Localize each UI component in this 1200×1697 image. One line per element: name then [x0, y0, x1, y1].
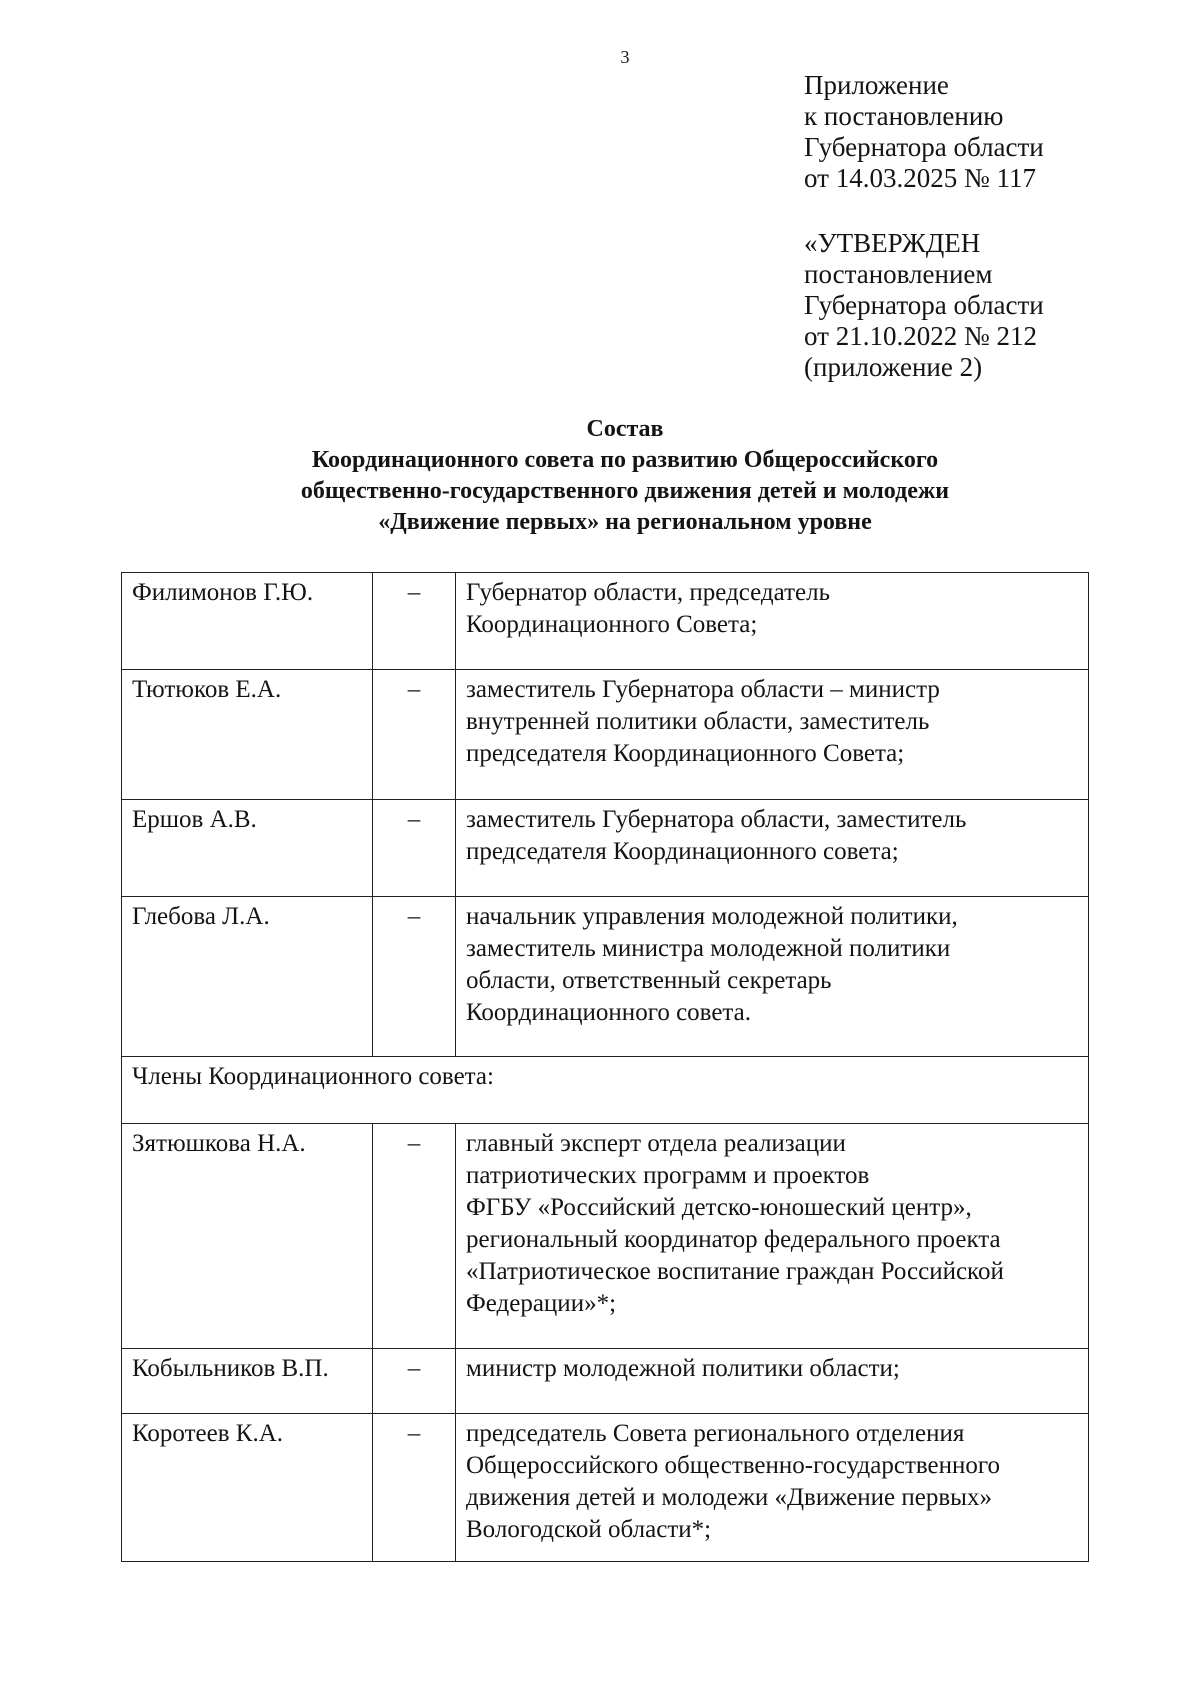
- dash-separator: –: [373, 1124, 456, 1349]
- annex-line: к постановлению: [804, 101, 1004, 131]
- dash-separator: –: [373, 897, 456, 1057]
- position-line: ФГБУ «Российский детско-юношеский центр»,: [466, 1194, 972, 1221]
- member-position: [456, 800, 1089, 897]
- position-line: председателя Координационного совета;: [466, 838, 899, 865]
- composition-table: [121, 572, 1089, 1562]
- table-row: [122, 573, 1089, 670]
- position-line: Губернатор области, председатель: [466, 579, 831, 606]
- member-name: Кобыльников В.П.: [122, 1349, 373, 1414]
- position-line: заместитель министра молодежной политики: [466, 935, 951, 962]
- position-line: Федерации»*;: [466, 1290, 617, 1317]
- member-name: Филимонов Г.Ю.: [122, 573, 373, 670]
- position-line: Координационного совета.: [466, 999, 751, 1026]
- member-position: [456, 1349, 1089, 1414]
- table-row: [122, 1349, 1089, 1414]
- annex-header: [804, 70, 1044, 194]
- title-line: Состав: [586, 416, 664, 442]
- position-line: председатель Совета регионального отделения: [466, 1420, 965, 1447]
- dash-separator: –: [373, 573, 456, 670]
- member-name: Тютюков Е.А.: [122, 670, 373, 800]
- member-name: Глебова Л.А.: [122, 897, 373, 1057]
- table-row: [122, 800, 1089, 897]
- approved-line: постановлением: [804, 259, 993, 289]
- member-position: [456, 670, 1089, 800]
- title-line: Координационного совета по развитию Общероссийского: [311, 447, 939, 473]
- position-line: главный эксперт отдела реализации: [466, 1130, 846, 1157]
- member-name: Зятюшкова Н.А.: [122, 1124, 373, 1349]
- position-line: Общероссийского общественно-государственного: [466, 1452, 1001, 1479]
- annex-line: от 14.03.2025 № 117: [804, 163, 1036, 193]
- dash-separator: –: [373, 1349, 456, 1414]
- member-name: Ершов А.В.: [122, 800, 373, 897]
- position-line: заместитель Губернатора области – министр: [466, 676, 940, 703]
- position-line: внутренней политики области, заместитель: [466, 708, 930, 735]
- member-position: [456, 1414, 1089, 1562]
- position-line: движения детей и молодежи «Движение первых»: [466, 1484, 992, 1511]
- member-position: [456, 573, 1089, 670]
- position-line: Вологодской области*;: [466, 1516, 712, 1543]
- position-line: заместитель Губернатора области, заместитель: [466, 806, 967, 833]
- position-line: министр молодежной политики области;: [466, 1355, 900, 1382]
- table-row: [122, 1414, 1089, 1562]
- section-row: [122, 1057, 1089, 1124]
- position-line: региональный координатор федерального проекта: [466, 1226, 1001, 1253]
- dash-separator: –: [373, 800, 456, 897]
- document-title: [120, 414, 1130, 538]
- dash-separator: –: [373, 670, 456, 800]
- position-line: председателя Координационного Совета;: [466, 740, 905, 767]
- position-line: патриотических программ и проектов: [466, 1162, 870, 1189]
- approved-line: «УТВЕРЖДЕН: [804, 228, 981, 258]
- table-row: [122, 1124, 1089, 1349]
- member-name: Коротеев К.А.: [122, 1414, 373, 1562]
- position-line: области, ответственный секретарь: [466, 967, 832, 994]
- position-line: начальник управления молодежной политики,: [466, 903, 958, 930]
- member-position: [456, 1124, 1089, 1349]
- approved-line: Губернатора области: [804, 290, 1044, 320]
- title-line: «Движение первых» на региональном уровне: [378, 509, 872, 535]
- annex-line: Приложение: [804, 70, 949, 100]
- dash-separator: –: [373, 1414, 456, 1562]
- position-line: «Патриотическое воспитание граждан Российской: [466, 1258, 1004, 1285]
- annex-line: Губернатора области: [804, 132, 1044, 162]
- table-row: [122, 897, 1089, 1057]
- approved-line: от 21.10.2022 № 212: [804, 321, 1037, 351]
- member-position: [456, 897, 1089, 1057]
- page-number: 3: [620, 47, 630, 67]
- approved-header: [804, 228, 1044, 383]
- title-line: общественно-государственного движения детей и молодежи: [300, 478, 950, 504]
- approved-line: (приложение 2): [804, 352, 983, 382]
- table-row: [122, 670, 1089, 800]
- section-label: Члены Координационного совета:: [122, 1057, 1089, 1124]
- position-line: Координационного Совета;: [466, 611, 758, 638]
